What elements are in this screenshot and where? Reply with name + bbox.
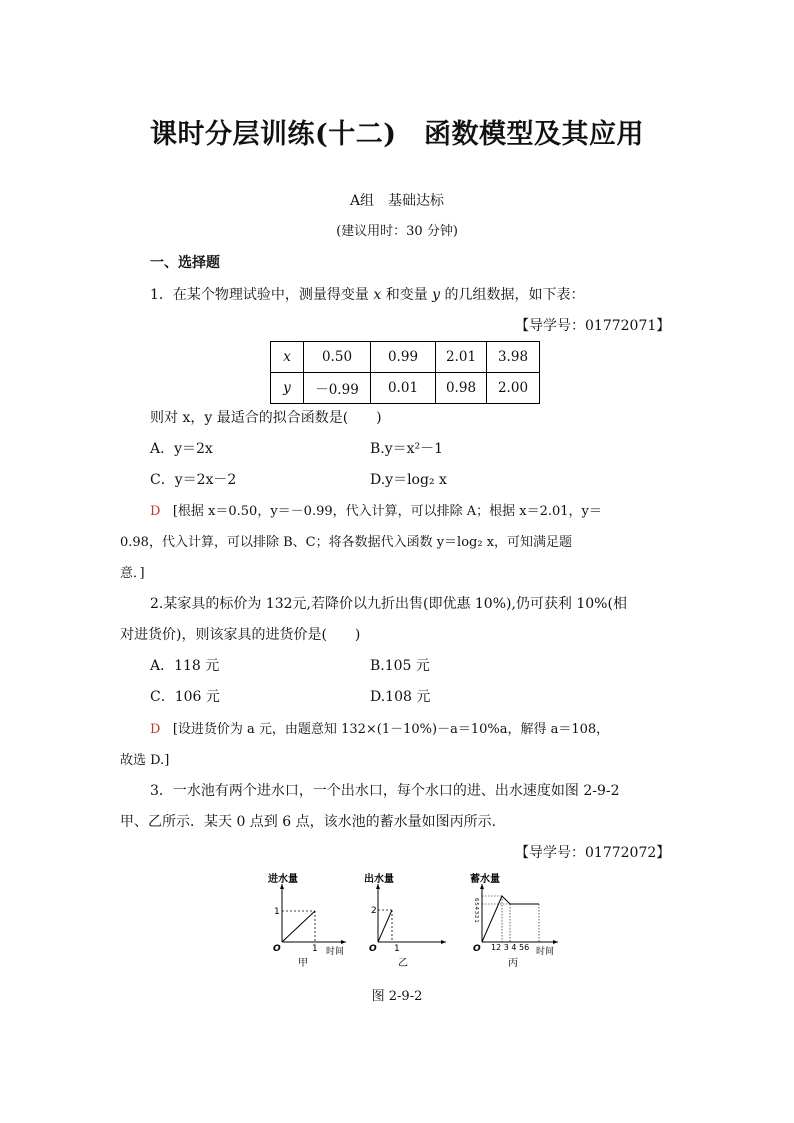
x-axis-label: 时间	[326, 947, 345, 957]
x-axis-arrow-icon	[553, 940, 558, 944]
q2-option-b: B.105 元	[370, 658, 430, 674]
q1-option-a: A．y＝2x	[150, 441, 213, 457]
chart-name: 乙	[398, 958, 408, 969]
x-axis-label: 时间	[536, 947, 555, 957]
x-tick-label: 1	[394, 944, 400, 954]
q1-answer: D	[150, 504, 161, 519]
group-heading: A组 基础达标	[349, 193, 445, 209]
chart-bing	[466, 870, 566, 970]
q3-stem-1: 3．一水池有两个进水口，一个出水口，每个水口的进、出水速度如图 2-9-2	[150, 783, 620, 799]
origin-label: O	[369, 944, 377, 954]
q2-stem-2: 对进货价)，则该家具的进货价是( )	[120, 627, 361, 643]
q1-option-d: D.y＝log₂ x	[370, 472, 447, 488]
q2-explanation-1: D [设进货价为 a 元，由题意知 132×(1－10%)－a＝10%a，解得 a＝108，	[150, 722, 610, 737]
table-row	[271, 342, 540, 373]
table-cell: 2.00	[487, 373, 540, 404]
table-cell: 2.01	[436, 342, 487, 373]
chart-yi	[360, 870, 450, 970]
table-cell: 0.01	[371, 373, 436, 404]
series-line	[282, 911, 315, 942]
q2-answer: D	[150, 722, 161, 737]
origin-label: O	[273, 944, 281, 954]
table-row	[271, 373, 540, 404]
q2-stem-1: 2.某家具的标价为 132元,若降价以九折出售(即优惠 10%),仍可获利 10%(相	[150, 596, 627, 612]
q1-guide-number: 【导学号：01772071】	[515, 318, 671, 334]
section-heading: 一、选择题	[150, 255, 220, 271]
table-cell: 0.99	[371, 342, 436, 373]
q1-explanation-2: 0.98，代入计算，可以排除 B、C；将各数据代入函数 y＝log₂ x，可知满足题	[120, 535, 573, 550]
x-tick-label: 1	[312, 944, 318, 954]
chart-name: 甲	[298, 958, 308, 969]
y-tick-label: 1	[274, 907, 280, 917]
q2-option-c: C．106 元	[150, 689, 220, 705]
chart-name: 丙	[508, 958, 518, 969]
q2-option-d: D.108 元	[370, 689, 431, 705]
x-tick-labels: 12 3 4 56	[491, 943, 530, 952]
y-tick-label: 2	[371, 906, 377, 916]
table-cell: y	[271, 373, 304, 404]
x-axis-arrow-icon	[341, 940, 346, 944]
y-tick-labels: 6 5 4 3 2 1	[473, 898, 479, 923]
origin-label: O	[473, 944, 481, 954]
chart-jia	[262, 870, 352, 970]
q3-stem-2: 甲、乙所示．某天 0 点到 6 点，该水池的蓄水量如图丙所示.	[120, 814, 497, 830]
table-cell: x	[271, 342, 304, 373]
page-title: 课时分层训练(十二) 函数模型及其应用	[149, 119, 645, 150]
figure-caption: 图 2-9-2	[371, 989, 423, 1004]
q1-option-b: B.y＝x²－1	[370, 441, 444, 457]
q1-data-table	[270, 341, 540, 404]
series-line	[482, 896, 539, 942]
table-cell: 0.98	[436, 373, 487, 404]
table-cell: 3.98	[487, 342, 540, 373]
table-cell: －0.99	[304, 373, 371, 404]
table-cell: 0.50	[304, 342, 371, 373]
series-line	[378, 910, 392, 942]
q2-explanation-2: 故选 D.]	[120, 753, 170, 768]
y-axis-label: 进水量	[268, 874, 298, 885]
q1-explanation-3: 意．]	[120, 566, 145, 581]
q1-stem: 1．在某个物理试验中，测量得变量 x 和变量 y 的几组数据，如下表：	[150, 287, 585, 303]
y-axis-label: 蓄水量	[470, 874, 500, 885]
q2-option-a: A．118 元	[150, 658, 220, 674]
q3-guide-number: 【导学号：01772072】	[515, 845, 671, 861]
q1-explanation-1: D [根据 x＝0.50，y＝－0.99，代入计算，可以排除 A；根据 x＝2.01，y＝	[150, 504, 602, 519]
q1-option-c: C．y＝2x－2	[150, 472, 237, 488]
y-axis-label: 出水量	[364, 874, 394, 885]
suggested-time: (建议用时：30 分钟)	[336, 224, 458, 239]
x-axis-arrow-icon	[441, 940, 446, 944]
q1-question: 则对 x，y 最适合的拟合函数是( )	[150, 410, 382, 426]
